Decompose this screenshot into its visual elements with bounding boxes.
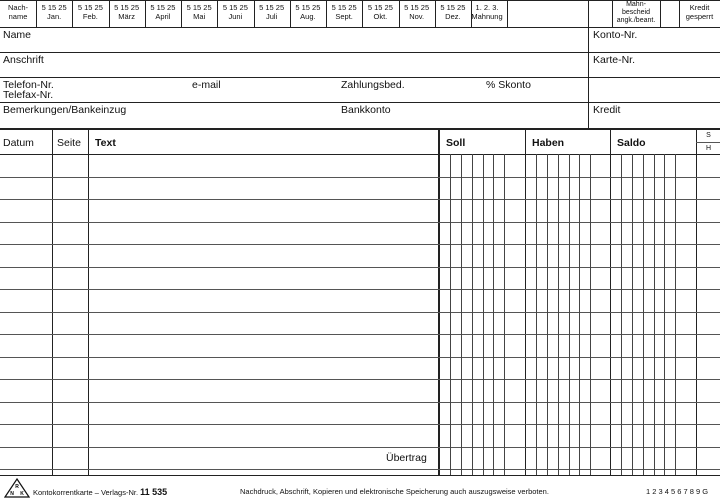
konto-nr-label: Konto-Nr. bbox=[593, 29, 638, 41]
kredit-label: Kredit bbox=[593, 104, 621, 116]
month-days: 5 15 25 bbox=[114, 3, 140, 12]
month-name: Aug. bbox=[300, 12, 316, 21]
digit-column-rule bbox=[493, 154, 494, 475]
month-cell bbox=[36, 3, 72, 21]
month-days: 5 15 25 bbox=[367, 3, 393, 12]
soll-header: Soll bbox=[446, 137, 466, 149]
svg-text:R: R bbox=[15, 484, 19, 490]
verlag-number: 11 535 bbox=[140, 487, 168, 497]
month-cell bbox=[326, 3, 362, 21]
digit-column-rule bbox=[504, 154, 505, 475]
haben-header: Haben bbox=[532, 137, 565, 149]
print-code: 1 2 3 4 5 6 7 8 9 G bbox=[646, 487, 709, 496]
row-rule bbox=[0, 222, 720, 223]
zahlungsbed-label: Zahlungsbed. bbox=[341, 79, 405, 91]
row-rule bbox=[0, 289, 720, 290]
month-days: 5 15 25 bbox=[259, 3, 285, 12]
row-rule bbox=[0, 244, 720, 245]
email-label: e-mail bbox=[192, 79, 221, 91]
digit-column-rule bbox=[590, 154, 591, 475]
month-name: Sept. bbox=[335, 12, 353, 21]
mahnbescheid-cell: Mahn- bescheid angk./beant. bbox=[616, 1, 656, 24]
digit-column-rule bbox=[558, 154, 559, 475]
digit-column-rule bbox=[654, 154, 655, 475]
digit-column-rule bbox=[450, 154, 451, 475]
month-name: März bbox=[118, 12, 135, 21]
row-rule bbox=[0, 447, 720, 448]
month-name: Juni bbox=[228, 12, 243, 21]
row-rule bbox=[0, 424, 720, 425]
anschrift-label: Anschrift bbox=[3, 54, 44, 66]
svg-text:K: K bbox=[20, 491, 24, 497]
mahnung-cell: 1. 2. 3. Mahnung bbox=[471, 3, 503, 21]
month-cell bbox=[254, 3, 290, 21]
nachname-cell: Nach- name bbox=[7, 3, 28, 21]
month-days: 5 15 25 bbox=[150, 3, 176, 12]
row-rule bbox=[0, 267, 720, 268]
telefax-label: Telefax-Nr. bbox=[3, 89, 54, 101]
month-days: 5 15 25 bbox=[77, 3, 103, 12]
row-rule bbox=[0, 312, 720, 313]
digit-column-rule bbox=[579, 154, 580, 475]
month-cell bbox=[362, 3, 398, 21]
row-rule bbox=[0, 402, 720, 403]
digit-column-rule bbox=[643, 154, 644, 475]
copyright-notice: Nachdruck, Abschrift, Kopieren und elektronische Speicherung auch auszugsweise verboten. bbox=[240, 487, 549, 496]
month-name: Okt. bbox=[373, 12, 388, 21]
month-name: Mai bbox=[193, 12, 206, 21]
row-rule bbox=[0, 469, 720, 470]
month-name: Juli bbox=[265, 12, 278, 21]
month-days: 5 15 25 bbox=[222, 3, 248, 12]
uebertrag-label: Übertrag bbox=[386, 452, 427, 464]
row-rule bbox=[0, 379, 720, 380]
month-cell bbox=[109, 3, 145, 21]
digit-column-rule bbox=[483, 154, 484, 475]
month-cell bbox=[217, 3, 253, 21]
row-rule bbox=[0, 199, 720, 200]
row-rule bbox=[0, 334, 720, 335]
month-days: 5 15 25 bbox=[295, 3, 321, 12]
digit-column-rule bbox=[536, 154, 537, 475]
skonto-label: % Skonto bbox=[486, 79, 531, 91]
header-bottom-rule bbox=[0, 27, 720, 28]
month-name: April bbox=[155, 12, 171, 21]
month-cell bbox=[290, 3, 326, 21]
month-cell bbox=[72, 3, 108, 21]
h-header: H bbox=[705, 145, 712, 152]
digit-column-rule bbox=[621, 154, 622, 475]
verlag-info: Kontokorrentkarte – Verlags-Nr. 11 535 bbox=[33, 487, 168, 497]
month-days: 5 15 25 bbox=[186, 3, 212, 12]
digit-column-rule bbox=[461, 154, 462, 475]
telefon-label: Telefon-Nr. bbox=[3, 79, 54, 91]
datum-header: Datum bbox=[3, 137, 34, 149]
text-header: Text bbox=[95, 137, 116, 149]
saldo-header: Saldo bbox=[617, 137, 646, 149]
month-name: Feb. bbox=[82, 12, 98, 21]
row-rule bbox=[0, 177, 720, 178]
month-name: Dez. bbox=[445, 12, 461, 21]
month-cell bbox=[181, 3, 217, 21]
month-days: 5 15 25 bbox=[331, 3, 357, 12]
karte-nr-label: Karte-Nr. bbox=[593, 54, 636, 66]
month-name: Jan. bbox=[47, 12, 62, 21]
month-cell bbox=[435, 3, 471, 21]
month-days: 5 15 25 bbox=[440, 3, 466, 12]
digit-column-rule bbox=[664, 154, 665, 475]
month-days: 5 15 25 bbox=[404, 3, 430, 12]
s-header: S bbox=[706, 132, 711, 139]
rnk-logo-icon bbox=[4, 478, 30, 498]
month-cell bbox=[399, 3, 435, 21]
seite-header: Seite bbox=[57, 137, 81, 149]
month-cell bbox=[145, 3, 181, 21]
digit-column-rule bbox=[547, 154, 548, 475]
digit-column-rule bbox=[569, 154, 570, 475]
month-days: 5 15 25 bbox=[41, 3, 67, 12]
svg-text:N: N bbox=[10, 491, 14, 497]
row-rule bbox=[0, 357, 720, 358]
name-label: Name bbox=[3, 29, 32, 41]
kredit-gesperrt-cell: Kredit gesperrt bbox=[685, 3, 714, 21]
bemerkungen-label: Bemerkungen/Bankeinzug bbox=[3, 104, 127, 116]
month-name: Nov. bbox=[409, 12, 425, 21]
digit-column-rule bbox=[632, 154, 633, 475]
digit-column-rule bbox=[675, 154, 676, 475]
digit-column-rule bbox=[472, 154, 473, 475]
bankkonto-label: Bankkonto bbox=[341, 104, 391, 116]
